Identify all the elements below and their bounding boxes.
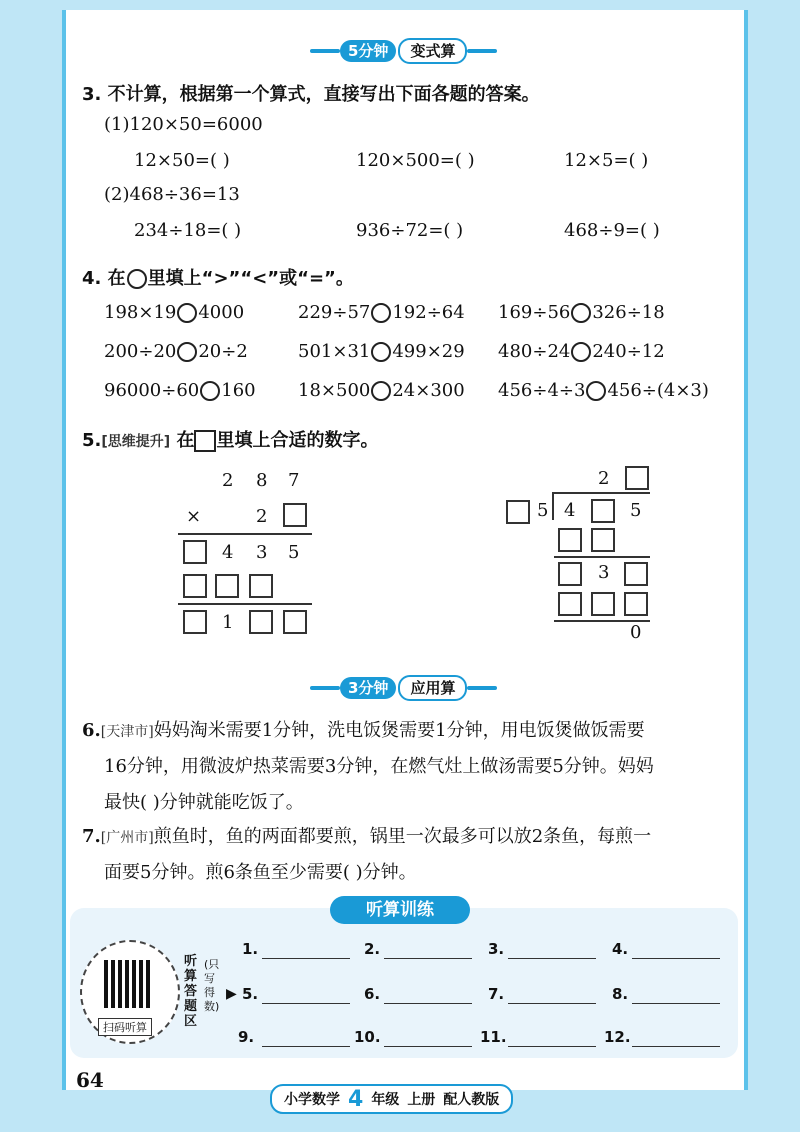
digit-box[interactable] [591, 499, 615, 523]
digit-box[interactable] [625, 466, 649, 490]
digit-box[interactable] [506, 500, 530, 524]
compare-circle[interactable] [571, 303, 591, 323]
section-banner-1 [310, 38, 497, 64]
q4-title-post: 里填上“>”“<”或“=”。 [147, 268, 354, 289]
answer-line[interactable] [508, 1003, 596, 1004]
time-pill: 3分钟 [340, 677, 396, 699]
compare-circle[interactable] [371, 381, 391, 401]
times-sign: × [186, 506, 202, 527]
q3-p1b: 120×500=( ) [356, 150, 475, 171]
banner-line [310, 49, 340, 53]
q3-title: 3. 不计算，根据第一个算式，直接写出下面各题的答案。 [82, 84, 540, 105]
answer-line[interactable] [508, 958, 596, 959]
compare-circle[interactable] [200, 381, 220, 401]
compare-item: 456÷4÷3 456÷(4×3) [498, 380, 709, 401]
digit-box[interactable] [591, 528, 615, 552]
banner-line [467, 49, 497, 53]
page-number: 64 [76, 1068, 104, 1092]
q3-p2a: 234÷18=( ) [134, 220, 242, 241]
compare-item: 229÷57 192÷64 [298, 302, 465, 323]
compare-item: 169÷56 326÷18 [498, 302, 665, 323]
time-pill: 5分钟 [340, 40, 396, 62]
answer-line[interactable] [384, 958, 472, 959]
compare-circle[interactable] [586, 381, 606, 401]
digit-box[interactable] [215, 574, 239, 598]
q7-line2: 面要5分钟。煎6条鱼至少需要( )分钟。 [104, 862, 417, 883]
section-banner-2 [310, 675, 497, 701]
q4-title-pre: 4. 在 [82, 268, 126, 289]
book-info-badge: 小学数学 4 年级 上册 配人教版 [270, 1084, 513, 1114]
compare-item: 501×31 499×29 [298, 341, 465, 362]
digit-box[interactable] [283, 610, 307, 634]
q6-line1: 6.[天津市]妈妈淘米需要1分钟，洗电饭煲需要1分钟，用电饭煲做饭需要 [82, 720, 645, 741]
answer-line[interactable] [384, 1003, 472, 1004]
compare-circle[interactable] [371, 342, 391, 362]
digit-box[interactable] [624, 562, 648, 586]
compare-circle[interactable] [571, 342, 591, 362]
region-tag: [天津市] [100, 724, 154, 740]
q7-line1: 7.[广州市]煎鱼时，鱼的两面都要煎，锅里一次最多可以放2条鱼，每煎一 [82, 826, 652, 847]
compare-item: 480÷24 240÷12 [498, 341, 665, 362]
compare-circle[interactable] [177, 303, 197, 323]
answer-line[interactable] [632, 1003, 720, 1004]
q3-p2b: 936÷72=( ) [356, 220, 464, 241]
compare-item: 96000÷60 160 [104, 380, 256, 401]
answer-area-note: (只写得数) [204, 958, 220, 1013]
digit-box[interactable] [183, 540, 207, 564]
answer-line[interactable] [508, 1046, 596, 1047]
digit-box[interactable] [249, 610, 273, 634]
digit-box[interactable] [249, 574, 273, 598]
digit-box[interactable] [283, 503, 307, 527]
q3-p1: (1)120×50=6000 [104, 114, 263, 135]
q6-line3: 最快( )分钟就能吃饭了。 [104, 792, 304, 813]
answer-line[interactable] [262, 1046, 350, 1047]
banner-line [467, 686, 497, 690]
difficulty-tag: [思维提升] [101, 434, 171, 450]
compare-item: 18×500 24×300 [298, 380, 465, 401]
qr-code-icon[interactable] [104, 960, 152, 1008]
answer-line[interactable] [262, 1003, 350, 1004]
compare-circle[interactable] [371, 303, 391, 323]
q3-p2: (2)468÷36=13 [104, 184, 240, 205]
compare-item: 200÷20 20÷2 [104, 341, 248, 362]
answer-line[interactable] [262, 958, 350, 959]
banner-line [310, 686, 340, 690]
digit-box[interactable] [558, 562, 582, 586]
compare-item: 198×19 4000 [104, 302, 245, 323]
answer-line[interactable] [632, 1046, 720, 1047]
section-tag: 变式算 [398, 38, 467, 64]
q3-p1a: 12×50=( ) [134, 150, 230, 171]
compare-circle[interactable] [177, 342, 197, 362]
digit-box[interactable] [591, 592, 615, 616]
arrow-right-icon: ▶ [226, 986, 237, 1002]
answer-line[interactable] [384, 1046, 472, 1047]
digit-box[interactable] [624, 592, 648, 616]
q5-title: 5.[思维提升] 在 里填上合适的数字。 [82, 430, 379, 451]
q6-line2: 16分钟，用微波炉热菜需要3分钟，在燃气灶上做汤需要5分钟。妈妈 [104, 756, 654, 777]
digit-box[interactable] [183, 610, 207, 634]
digit-box[interactable] [183, 574, 207, 598]
digit-box[interactable] [558, 592, 582, 616]
q3-p1c: 12×5=( ) [564, 150, 649, 171]
answer-area-label: 听算答题区 [184, 954, 198, 1029]
circle-icon [127, 269, 147, 289]
section-tag: 应用算 [398, 675, 467, 701]
q3-p2c: 468÷9=( ) [564, 220, 660, 241]
answer-line[interactable] [632, 958, 720, 959]
square-icon [194, 430, 216, 452]
region-tag: [广州市] [100, 830, 154, 846]
digit-box[interactable] [558, 528, 582, 552]
listening-title: 听算训练 [330, 896, 470, 924]
q4-title [82, 264, 354, 290]
qr-label: 扫码听算 [98, 1018, 152, 1036]
grade-number: 4 [348, 1086, 364, 1112]
